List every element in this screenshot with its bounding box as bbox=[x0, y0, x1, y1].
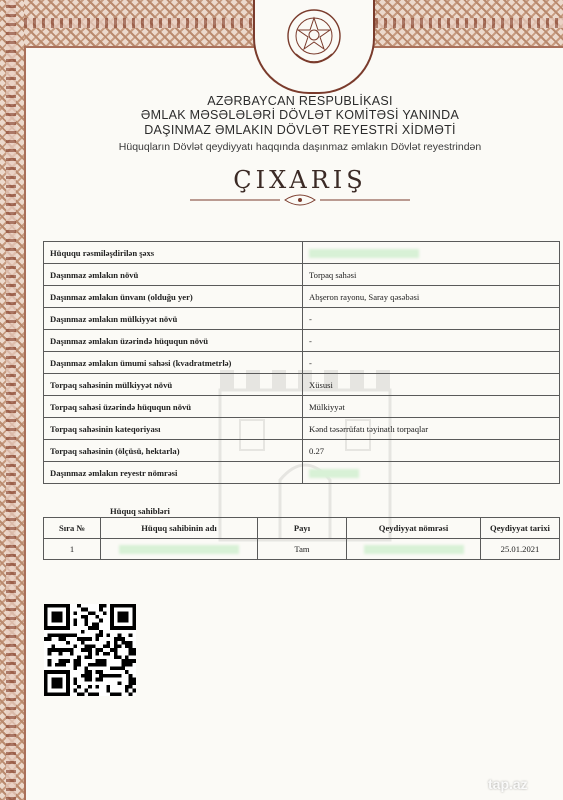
table-row bbox=[44, 330, 560, 352]
property-info-table bbox=[43, 241, 560, 484]
table-row bbox=[44, 242, 560, 264]
field-label: Torpaq sahəsi üzərində hüququn növü bbox=[44, 396, 303, 418]
owners-heading: Hüquq sahibləri bbox=[110, 506, 170, 516]
column-header: Hüquq sahibinin adı bbox=[101, 518, 258, 539]
document-title: ÇIXARIŞ bbox=[233, 166, 367, 194]
header-committee: ƏMLAK MƏSƏLƏLƏRİ DÖVLƏT KOMİTƏSİ YANINDA bbox=[140, 108, 460, 122]
field-label: Torpaq sahəsinin kateqoriyası bbox=[44, 418, 303, 440]
owners-table bbox=[43, 517, 560, 560]
field-label: Daşınmaz əmlakın mülkiyyət növü bbox=[44, 308, 303, 330]
table-row bbox=[44, 418, 560, 440]
header-subtitle: Hüquqların Dövlət qeydiyyatı haqqında daşınmaz əmlakın Dövlət reyestrindən bbox=[118, 141, 482, 153]
field-label: Daşınmaz əmlakın reyestr nömrəsi bbox=[44, 462, 303, 484]
owner-name-redacted bbox=[101, 539, 258, 560]
field-value: 0.27 bbox=[303, 440, 560, 462]
field-value: Mülkiyyət bbox=[303, 396, 560, 418]
qr-code-icon bbox=[44, 604, 136, 696]
field-label: Torpaq sahəsinin mülkiyyət növü bbox=[44, 374, 303, 396]
site-watermark: tap.az bbox=[488, 776, 528, 792]
field-value: - bbox=[303, 308, 560, 330]
column-header: Payı bbox=[258, 518, 347, 539]
table-row bbox=[44, 539, 560, 560]
table-row bbox=[44, 264, 560, 286]
field-value: - bbox=[303, 330, 560, 352]
field-label: Daşınmaz əmlakın ünvanı (olduğu yer) bbox=[44, 286, 303, 308]
state-emblem-icon bbox=[282, 4, 346, 74]
field-label: Hüququ rəsmiləşdirilən şəxs bbox=[44, 242, 303, 264]
field-label: Torpaq sahəsinin (ölçüsü, hektarla) bbox=[44, 440, 303, 462]
header-country: AZƏRBAYCAN RESPUBLİKASI bbox=[207, 94, 393, 108]
table-row bbox=[44, 440, 560, 462]
field-value: Abşeron rayonu, Saray qəsəbəsi bbox=[303, 286, 560, 308]
title-ornament-icon bbox=[190, 193, 410, 207]
field-label: Daşınmaz əmlakın ümumi sahəsi (kvadratmetrlə) bbox=[44, 352, 303, 374]
field-value-redacted bbox=[303, 242, 560, 264]
header-service: DAŞINMAZ ƏMLAKIN DÖVLƏT REYESTRİ XİDMƏTİ bbox=[144, 123, 456, 137]
table-row bbox=[44, 308, 560, 330]
owner-number: 1 bbox=[44, 539, 101, 560]
owner-reg-no-redacted bbox=[347, 539, 481, 560]
owner-share: Tam bbox=[258, 539, 347, 560]
field-value: Xüsusi bbox=[303, 374, 560, 396]
field-label: Daşınmaz əmlakın üzərində hüququn növü bbox=[44, 330, 303, 352]
field-label: Daşınmaz əmlakın növü bbox=[44, 264, 303, 286]
table-row bbox=[44, 462, 560, 484]
column-header: Qeydiyyat nömrəsi bbox=[347, 518, 481, 539]
table-row bbox=[44, 396, 560, 418]
field-value: Torpaq sahəsi bbox=[303, 264, 560, 286]
table-row bbox=[44, 286, 560, 308]
field-value: - bbox=[303, 352, 560, 374]
table-header-row bbox=[44, 518, 560, 539]
field-value: Kənd təsərrüfatı təyinatlı torpaqlar bbox=[303, 418, 560, 440]
column-header: Qeydiyyat tarixi bbox=[481, 518, 560, 539]
ornamental-border-left bbox=[0, 0, 26, 800]
table-row bbox=[44, 352, 560, 374]
owner-reg-date: 25.01.2021 bbox=[481, 539, 560, 560]
emblem-frame bbox=[253, 0, 375, 94]
column-header: Sıra № bbox=[44, 518, 101, 539]
table-row bbox=[44, 374, 560, 396]
field-value-redacted bbox=[303, 462, 560, 484]
